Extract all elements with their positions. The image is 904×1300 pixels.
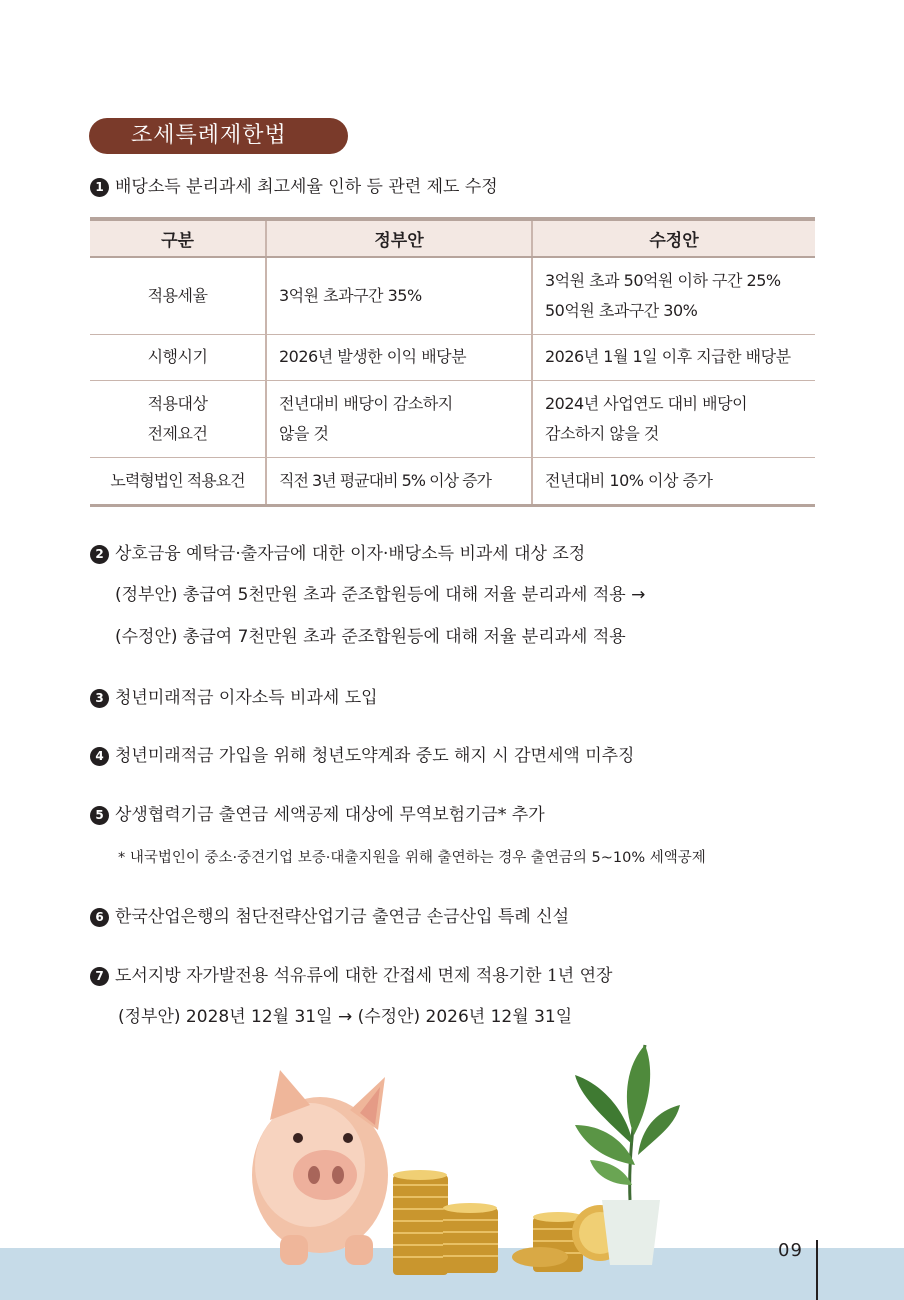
comparison-table	[90, 217, 815, 507]
item-4	[90, 744, 634, 768]
item-text: 청년미래적금 이자소득 비과세 도입	[115, 688, 378, 708]
row-label: 시행시기	[90, 334, 266, 380]
cell-line: 2024년 사업연도 대비 배당이	[545, 393, 748, 413]
piggy-bank-icon	[252, 1070, 388, 1265]
row-label: 적용세율	[90, 257, 266, 334]
savings-illustration	[250, 1025, 680, 1300]
item-text: 청년미래적금 가입을 위해 청년도약계좌 중도 해지 시 감면세액 미추징	[115, 746, 635, 766]
revised-cell: 전년대비 10% 이상 증가	[532, 457, 815, 505]
table-row	[90, 380, 815, 457]
item-text: 도서지방 자가발전용 석유류에 대한 간접세 면제 적용기한 1년 연장	[115, 966, 613, 986]
number-badge: 1	[90, 178, 109, 197]
number-badge: 2	[90, 545, 109, 564]
number-badge: 5	[90, 806, 109, 825]
coin-stack-icon	[393, 1170, 628, 1275]
table-row	[90, 457, 815, 505]
cell-line: 않을 것	[279, 423, 329, 443]
item-2-government-line: (정부안) 총급여 5천만원 초과 준조합원등에 대해 저율 분리과세 적용 →	[115, 585, 646, 605]
government-cell: 3억원 초과구간 35%	[266, 257, 532, 334]
item-5	[90, 803, 545, 827]
revised-cell	[532, 257, 815, 334]
table-row	[90, 257, 815, 334]
item-text: 한국산업은행의 첨단전략산업기금 출연금 손금산입 특례 신설	[115, 907, 569, 927]
item-5-footnote: * 내국법인이 중소·중견기업 보증·대출지원을 위해 출연하는 경우 출연금의 5~10% 세액공제	[118, 850, 706, 866]
section-title: 조세특례제한법	[89, 118, 348, 154]
cell-line: 50억원 초과구간 30%	[545, 300, 698, 320]
item-text: 배당소득 분리과세 최고세율 인하 등 관련 제도 수정	[115, 177, 498, 197]
page-number: 09	[778, 1240, 803, 1261]
item-6	[90, 905, 569, 929]
cell-line: 전년대비 배당이 감소하지	[279, 393, 453, 413]
government-cell: 직전 3년 평균대비 5% 이상 증가	[266, 457, 532, 505]
row-label: 노력형법인 적용요건	[90, 457, 266, 505]
page-number-rule	[816, 1240, 818, 1300]
number-badge: 4	[90, 747, 109, 766]
item-2-revised-line: (수정안) 총급여 7천만원 초과 준조합원등에 대해 저율 분리과세 적용	[115, 627, 626, 647]
row-label	[90, 380, 266, 457]
cell-line: 감소하지 않을 것	[545, 423, 659, 443]
number-badge: 3	[90, 689, 109, 708]
header-government: 정부안	[266, 219, 532, 257]
number-badge: 7	[90, 967, 109, 986]
revised-cell	[532, 380, 815, 457]
item-3	[90, 686, 378, 710]
item-7-sub-line: (정부안) 2028년 12월 31일 → (수정안) 2026년 12월 31일	[118, 1007, 573, 1027]
revised-cell: 2026년 1월 1일 이후 지급한 배당분	[532, 334, 815, 380]
number-badge: 6	[90, 908, 109, 927]
item-7	[90, 964, 612, 988]
cell-line: 3억원 초과 50억원 이하 구간 25%	[545, 270, 781, 290]
table-header-row	[90, 219, 815, 257]
header-category: 구분	[90, 219, 266, 257]
item-1	[90, 175, 498, 199]
item-text: 상호금융 예탁금·출자금에 대한 이자·배당소득 비과세 대상 조정	[115, 544, 586, 564]
item-text: 상생협력기금 출연금 세액공제 대상에 무역보험기금* 추가	[115, 805, 545, 825]
table-row	[90, 334, 815, 380]
item-2	[90, 542, 585, 566]
cell-line: 전제요건	[147, 423, 208, 443]
header-revised: 수정안	[532, 219, 815, 257]
cell-line: 적용대상	[147, 393, 208, 413]
government-cell	[266, 380, 532, 457]
government-cell: 2026년 발생한 이익 배당분	[266, 334, 532, 380]
